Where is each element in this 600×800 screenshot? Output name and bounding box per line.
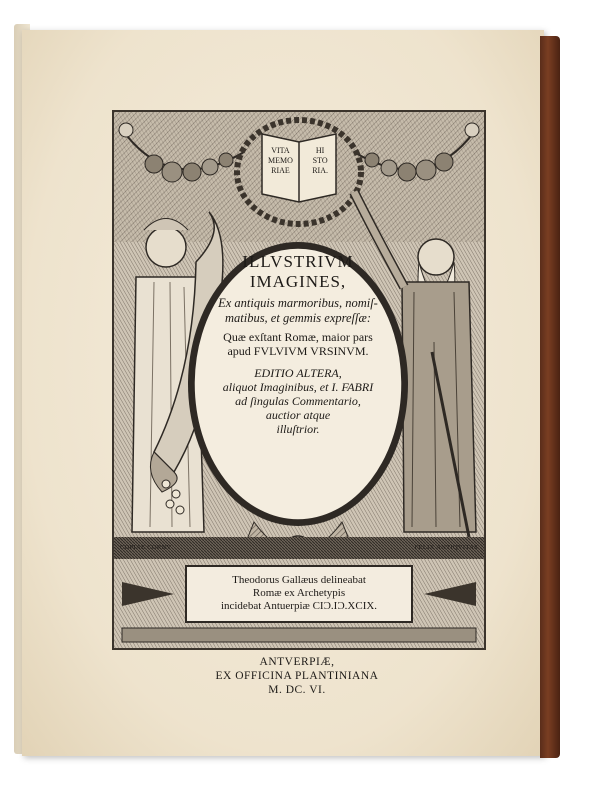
- plaque-line: Romæ ex Archetypis: [252, 587, 346, 599]
- subtitle-line: Ex antiquis marmoribus, nomiſ-: [218, 296, 378, 310]
- plaque-line: incidebat Antuerpiæ CIƆ.IƆ.XCIX.: [220, 600, 378, 612]
- open-book-text: [268, 146, 328, 176]
- edition-line: aliquot Imaginibus, et I. FABRI: [222, 380, 374, 394]
- engraved-frontispiece: [112, 110, 486, 650]
- book-text-line: MEMO: [268, 156, 293, 165]
- right-caption: FELIX ANTIQVITAS: [414, 544, 478, 551]
- imprint-line: M. DC. VI.: [268, 684, 326, 696]
- edition-line: illuſtrior.: [276, 422, 320, 436]
- title-line: ILLVSTRIVM: [242, 252, 354, 271]
- edition-line: auctior atque: [265, 408, 331, 422]
- subtitle-line: matibus, et gemmis expreſſæ:: [224, 311, 372, 325]
- book-text-line: STO: [312, 156, 328, 165]
- imprint: [112, 655, 482, 697]
- book-spine: [540, 36, 560, 758]
- edition-line: ad ſingulas Commentario,: [235, 394, 361, 408]
- imprint-line: EX OFFICINA PLANTINIANA: [215, 670, 379, 682]
- imprint-line: ANTVERPIÆ,: [259, 656, 335, 668]
- book-text-line: HI: [315, 146, 325, 155]
- title-line: IMAGINES,: [249, 272, 347, 291]
- book-text-line: RIA.: [312, 166, 328, 175]
- plaque-text: [194, 574, 404, 613]
- book-text-line: RIAE: [271, 166, 290, 175]
- book-text-line: VITA: [271, 146, 290, 155]
- title-cartouche: [198, 252, 398, 436]
- edition-line: EDITIO ALTERA,: [254, 366, 342, 380]
- quae-line: Quæ exſtant Romæ, maior pars: [223, 330, 373, 344]
- left-caption: COPIAE CORNV: [120, 544, 172, 551]
- quae-line: apud FVLVIVM VRSINVM.: [227, 344, 369, 358]
- plaque-line: Theodorus Gallæus delineabat: [232, 574, 366, 586]
